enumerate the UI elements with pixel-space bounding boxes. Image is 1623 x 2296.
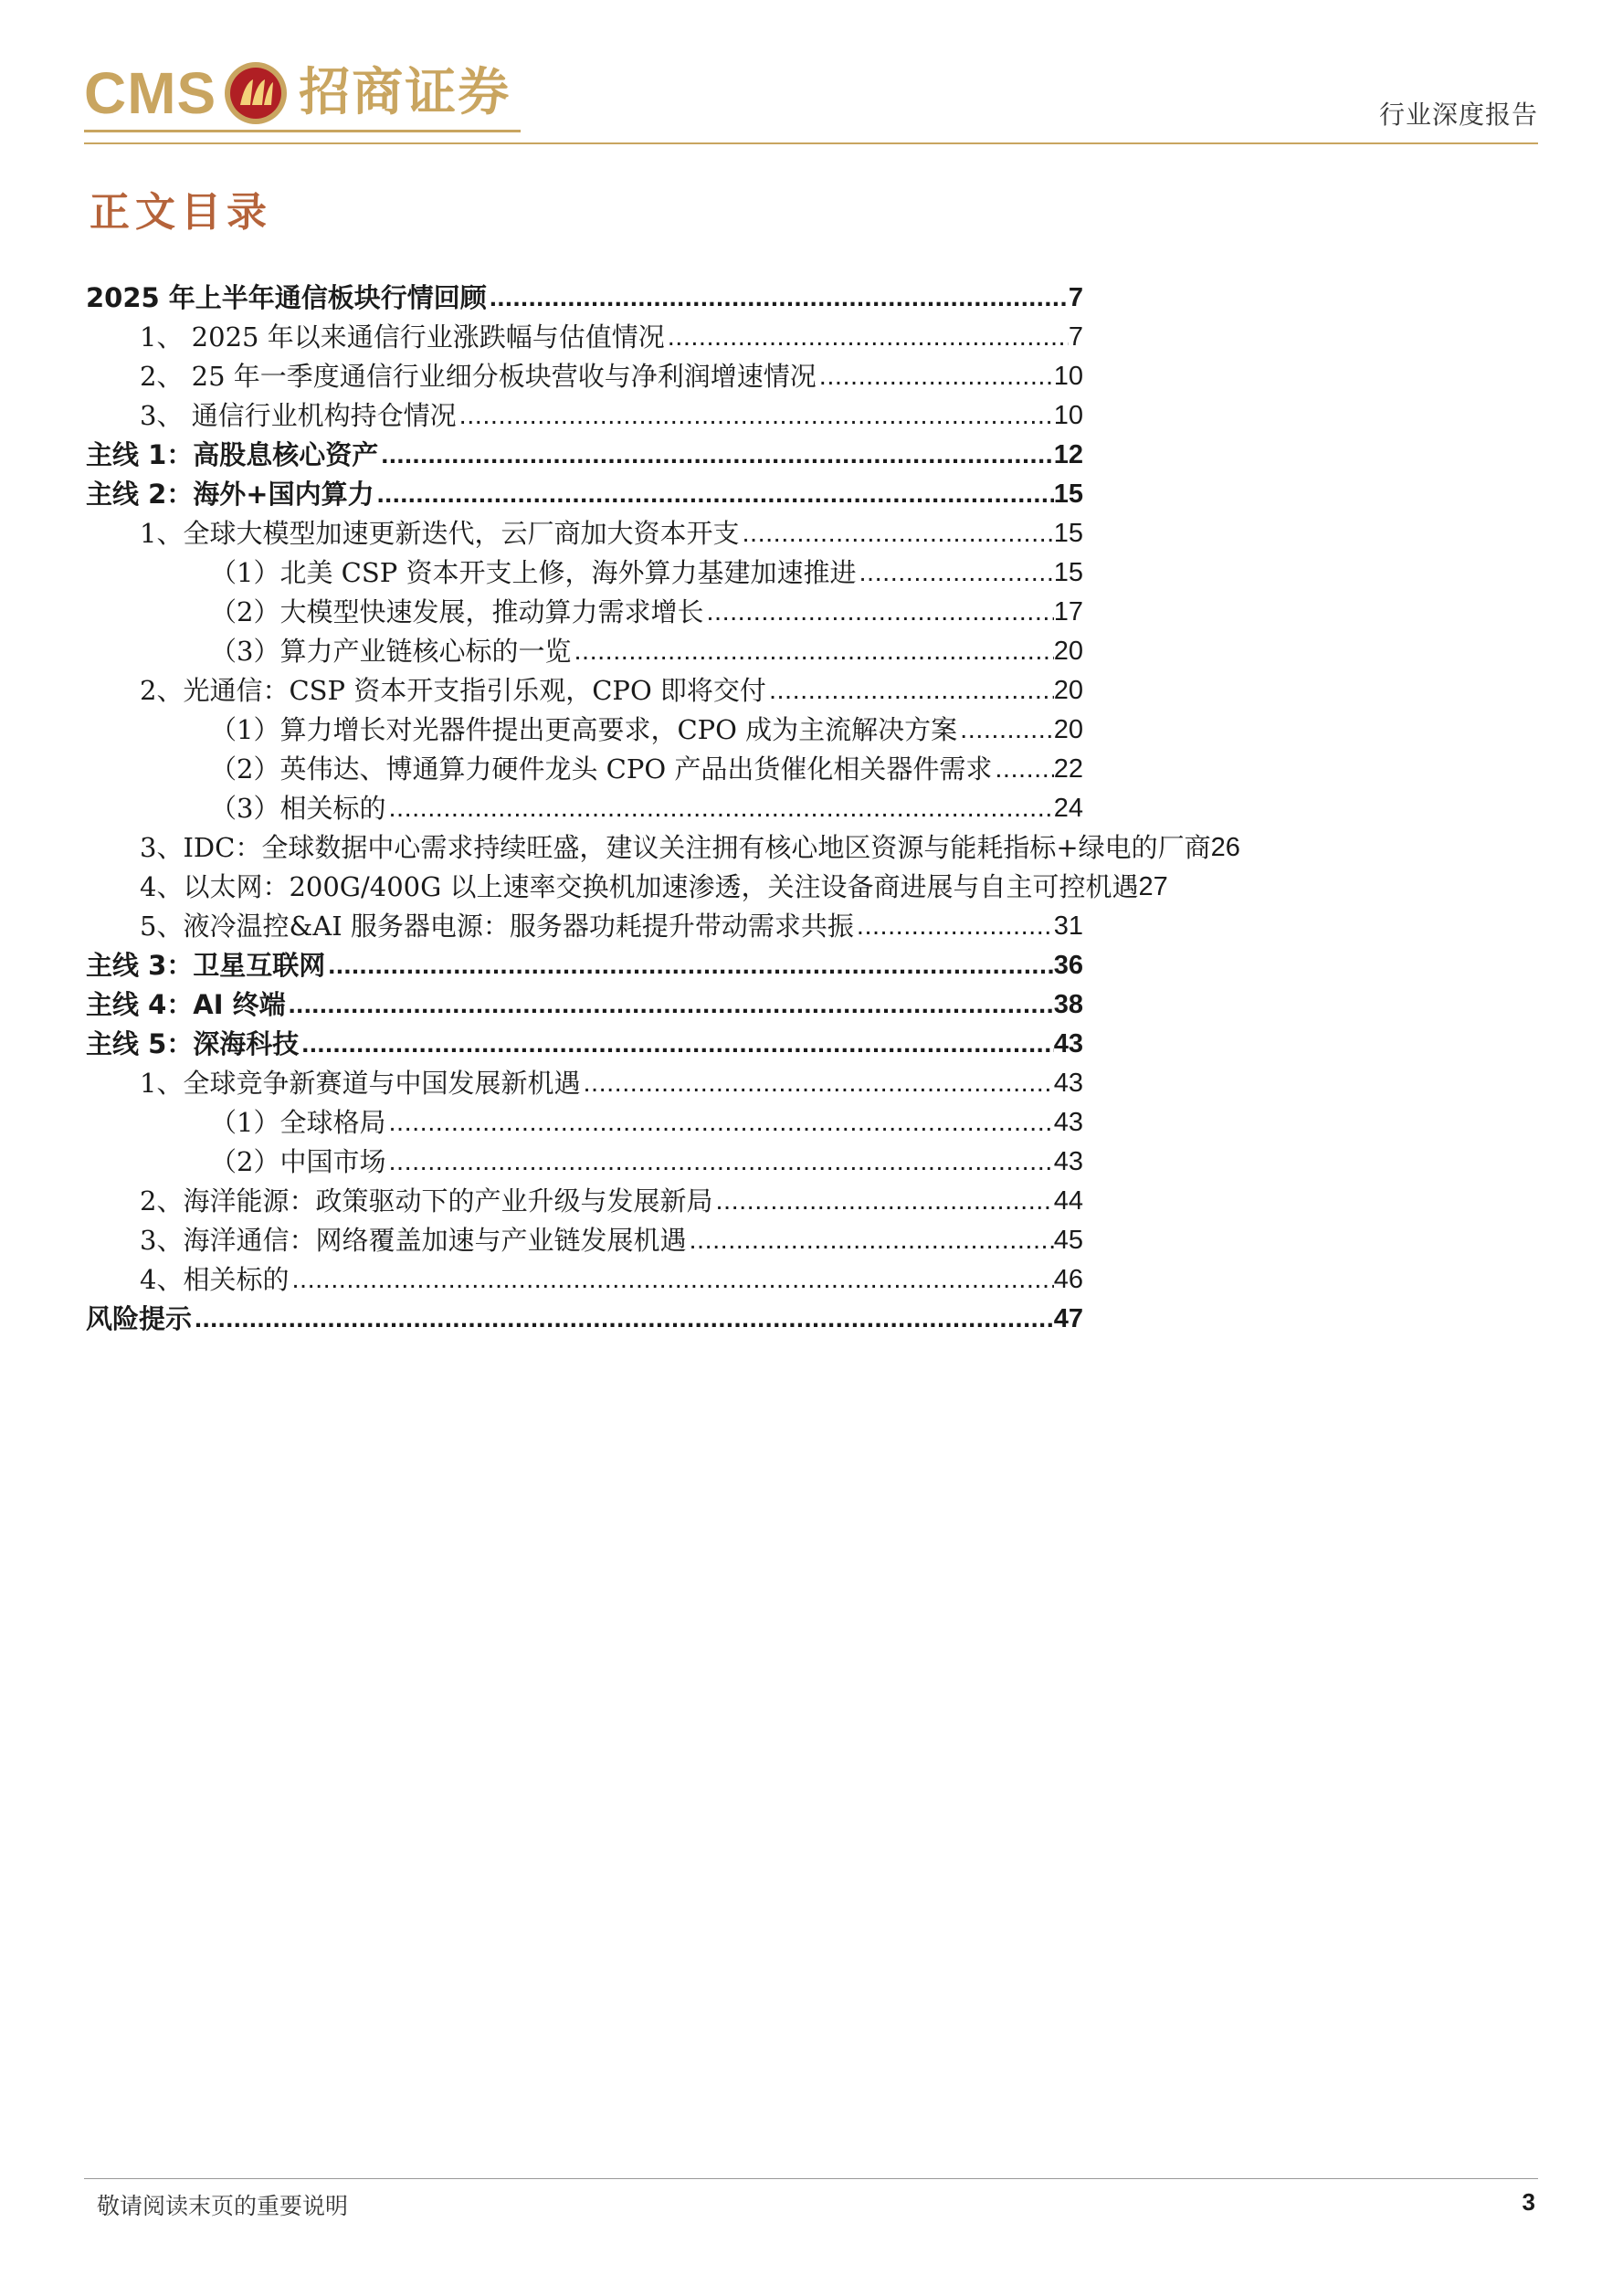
toc-entry-page: 7 — [1068, 322, 1083, 353]
toc-entry[interactable] — [140, 899, 1083, 943]
toc-entry-title: （3）算力产业链核心标的一览 — [210, 636, 572, 668]
toc-entry[interactable] — [210, 624, 1083, 668]
toc-entry[interactable] — [210, 545, 1083, 589]
toc-entry[interactable] — [210, 585, 1083, 628]
toc-entry[interactable] — [140, 1174, 1083, 1217]
toc-entry-title: （1）北美 CSP 资本开支上修，海外算力基建加速推进 — [210, 557, 857, 589]
toc-entry-title: 4、以太网：200G/400G 以上速率交换机加速渗透，关注设备商进展与自主可控机遇 — [140, 871, 1139, 903]
toc-leader-dots — [192, 1303, 1054, 1335]
toc-entry-title: 2、海洋能源：政策驱动下的产业升级与发展新局 — [140, 1185, 713, 1217]
toc-entry[interactable] — [86, 938, 1083, 982]
toc-entry-page: 36 — [1053, 951, 1083, 981]
toc-title: 正文目录 — [90, 189, 272, 236]
toc-entry-title: 风险提示 — [86, 1303, 193, 1335]
toc-entry-title: 1、 2025 年以来通信行业涨跌幅与估值情况 — [140, 321, 665, 353]
toc-entry-title: 主线 1：高股息核心资产 — [86, 439, 379, 471]
toc-entry-page: 20 — [1053, 637, 1083, 667]
toc-entry[interactable] — [140, 506, 1083, 550]
toc-entry-title: 1、全球大模型加速更新迭代，云厂商加大资本开支 — [140, 518, 740, 550]
toc-entry-page: 15 — [1053, 558, 1083, 588]
toc-entry-title: 2、光通信：CSP 资本开支指引乐观，CPO 即将交付 — [140, 675, 766, 707]
toc-entry[interactable] — [210, 1095, 1083, 1139]
toc-entry-page: 44 — [1053, 1186, 1083, 1216]
toc-entry-title: 3、IDC：全球数据中心需求持续旺盛，建议关注拥有核心地区资源与能耗指标+绿电的厂商 — [140, 832, 1211, 864]
toc-entry[interactable] — [86, 427, 1083, 471]
toc-entry[interactable] — [210, 742, 1083, 785]
toc-entry-page: 15 — [1053, 519, 1083, 549]
toc-entry[interactable] — [140, 663, 1083, 707]
toc-entry-title: 主线 3：卫星互联网 — [86, 950, 326, 982]
toc-entry-title: 主线 5：深海科技 — [86, 1028, 300, 1060]
toc-entry-page: 45 — [1053, 1226, 1083, 1256]
logo-underline — [84, 130, 521, 132]
toc-entry[interactable] — [140, 859, 1168, 903]
toc-entry-page: 22 — [1053, 754, 1083, 785]
toc-entry-page: 46 — [1053, 1265, 1083, 1295]
toc-entry-title: 5、液冷温控&AI 服务器电源：服务器功耗提升带动需求共振 — [140, 911, 854, 943]
toc-entry-title: 2、 25 年一季度通信行业细分板块营收与净利润增速情况 — [140, 361, 817, 393]
toc-entry-title: 4、相关标的 — [140, 1264, 290, 1296]
toc-entry[interactable] — [210, 702, 1083, 746]
toc-entry-page: 43 — [1053, 1108, 1083, 1138]
toc-entry-title: （2）大模型快速发展，推动算力需求增长 — [210, 596, 704, 628]
toc-entry-page: 47 — [1053, 1304, 1083, 1334]
toc-entry-title: （1）算力增长对光器件提出更高要求，CPO 成为主流解决方案 — [210, 714, 958, 746]
toc-entry[interactable] — [140, 1056, 1083, 1100]
toc-entry[interactable] — [86, 1291, 1083, 1335]
toc-entry-page: 27 — [1138, 872, 1168, 902]
toc-entry-title: 主线 4：AI 终端 — [86, 989, 286, 1021]
toc-entry[interactable] — [86, 270, 1083, 314]
toc-entry-page: 20 — [1053, 676, 1083, 706]
toc-entry[interactable] — [210, 781, 1083, 825]
toc-entry-page: 15 — [1053, 479, 1083, 510]
toc-entry-page: 7 — [1068, 283, 1083, 313]
toc-entry[interactable] — [140, 310, 1083, 353]
toc-entry-title: （2）中国市场 — [210, 1146, 386, 1178]
header-divider — [84, 142, 1538, 144]
toc-entry-page: 26 — [1210, 833, 1240, 863]
toc-entry-page: 10 — [1053, 401, 1083, 431]
toc-entry-title: （1）全球格局 — [210, 1107, 386, 1139]
toc-entry[interactable] — [140, 1252, 1083, 1296]
toc-entry[interactable] — [140, 1213, 1083, 1257]
page-header — [84, 57, 1538, 144]
page-number: 3 — [1522, 2188, 1535, 2216]
company-logo — [84, 57, 511, 130]
logo-chinese-text: 招商证券 — [299, 63, 511, 122]
toc-entry-page: 38 — [1053, 990, 1083, 1020]
footer-divider — [84, 2178, 1538, 2179]
footer-disclaimer-note: 敬请阅读末页的重要说明 — [97, 2193, 349, 2219]
logo-latin-text: CMS — [84, 60, 217, 126]
toc-entry-title: 3、海洋通信：网络覆盖加速与产业链发展机遇 — [140, 1225, 687, 1257]
toc-entry[interactable] — [86, 977, 1083, 1021]
toc-entry-page: 43 — [1053, 1147, 1083, 1177]
toc-entry-title: 3、 通信行业机构持仓情况 — [140, 400, 457, 432]
toc-entry[interactable] — [140, 820, 1240, 864]
toc-entry-page: 31 — [1053, 911, 1083, 942]
toc-entry-title: 2025 年上半年通信板块行情回顾 — [86, 282, 487, 314]
toc-entry-page: 20 — [1053, 715, 1083, 745]
toc-entry-page: 17 — [1053, 597, 1083, 627]
toc-entry[interactable] — [86, 467, 1083, 511]
toc-entry[interactable] — [86, 1016, 1083, 1060]
toc-entry-page: 43 — [1053, 1029, 1083, 1059]
report-type-label: 行业深度报告 — [1378, 100, 1538, 130]
toc-entry-page: 10 — [1053, 362, 1083, 392]
toc-entry[interactable] — [140, 388, 1083, 432]
toc-entry[interactable] — [140, 349, 1083, 393]
toc-entry-title: 主线 2：海外+国内算力 — [86, 479, 374, 511]
toc-entry-title: （3）相关标的 — [210, 793, 386, 825]
toc-entry-page: 12 — [1053, 440, 1083, 470]
toc-entry-page: 43 — [1053, 1069, 1083, 1099]
toc-entry[interactable] — [210, 1134, 1083, 1178]
toc-entry-title: （2）英伟达、博通算力硬件龙头 CPO 产品出货催化相关器件需求 — [210, 753, 993, 785]
logo-emblem-icon — [222, 59, 290, 127]
toc-entry-title: 1、全球竞争新赛道与中国发展新机遇 — [140, 1068, 581, 1100]
toc-entry-page: 24 — [1053, 794, 1083, 824]
